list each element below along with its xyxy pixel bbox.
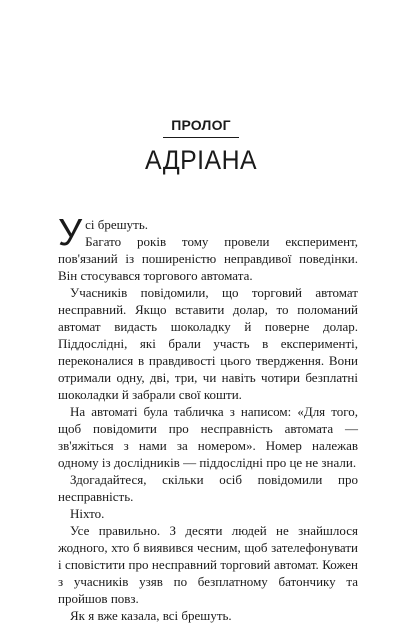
body-text	[58, 212, 358, 624]
paragraph: Багато років тому провели експеримент, пов'язаний із поширеністю неправдивої поведінки. Він стосувався торгового автомата.	[58, 234, 358, 283]
chapter-title: АДРІАНА	[145, 145, 257, 175]
opening-line: сі брешуть.	[85, 217, 149, 232]
paragraph: Здогадайтеся, скільки осіб повідомили про несправність.	[58, 472, 358, 504]
opening-paragraph	[58, 212, 358, 284]
paragraph: Усе правильно. З десяти людей не знайшлося жодного, хто б виявився чесним, щоб зателефонувати і сповістити про несправний торговий автомат. Кожен з учасників узяв по безплатному батончику та пройшов повз.	[58, 523, 358, 606]
section-label: ПРОЛОГ	[171, 117, 231, 133]
paragraph: Ніхто.	[70, 506, 105, 521]
drop-cap: У	[58, 212, 83, 254]
title-divider	[163, 137, 239, 138]
paragraph: На автоматі була табличка з написом: «Для того, щоб повідомити про несправність автомата — зв'яжіться з нами за номером». Номер належав одному із дослідників — піддослідні про це не знали.	[58, 404, 358, 470]
paragraph: Як я вже казала, всі брешуть.	[70, 608, 232, 623]
paragraph: Учасників повідомили, що торговий автомат несправний. Якщо вставити долар, то поломаний автомат видасть шоколадку й поверне долар. Піддослідні, які брали участь в експерименті, переконалися в правдивості цього твердження. Вони отримали одну, дві, три, чи навіть чотири безплатні шоколадки й забрали свої кошти.	[58, 285, 358, 402]
